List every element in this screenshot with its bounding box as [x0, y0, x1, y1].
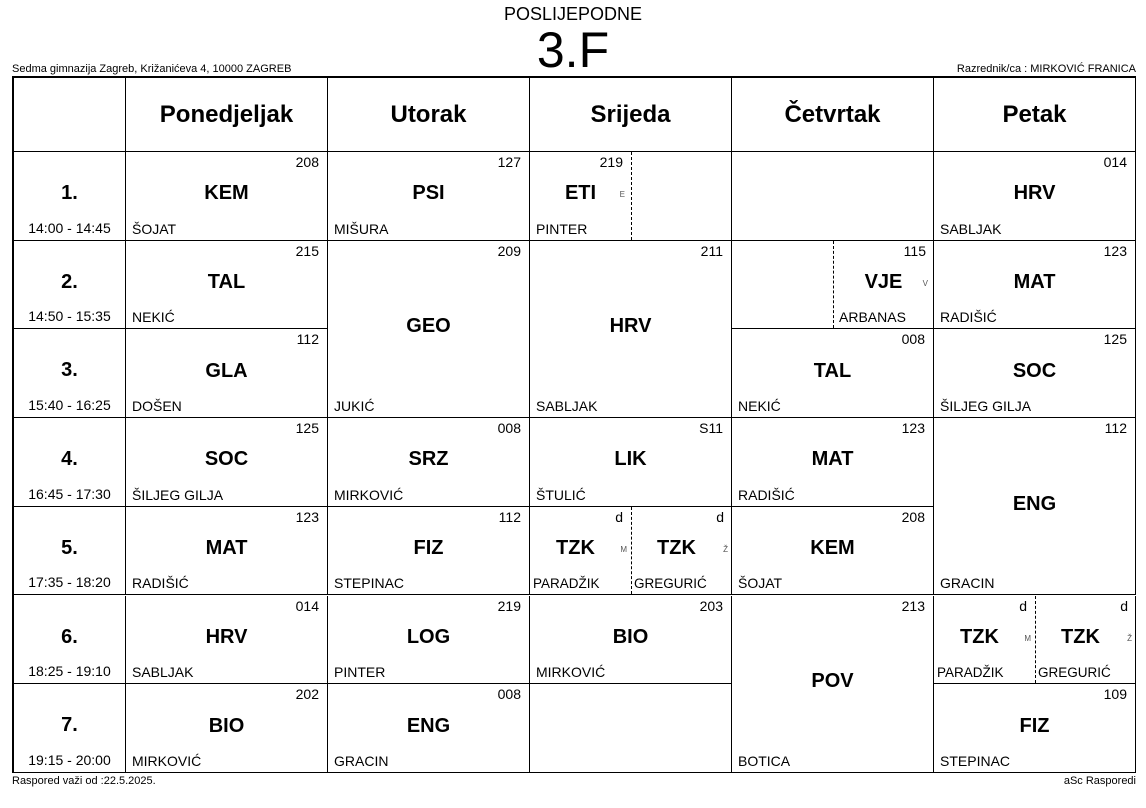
- subject-code: ENG: [1012, 492, 1057, 515]
- room-number: 208: [295, 154, 319, 170]
- period-cell: [14, 329, 126, 418]
- room-number: 112: [1104, 420, 1127, 437]
- teacher-name: MIRKOVIĆ: [132, 752, 202, 769]
- period-number: 6.: [61, 625, 78, 648]
- teacher-name: MIRKOVIĆ: [334, 486, 404, 503]
- split-divider: [631, 507, 632, 595]
- period-number: 2.: [61, 270, 78, 293]
- teacher-name: SABLJAK: [940, 220, 1002, 237]
- room-number: 008: [497, 686, 521, 703]
- lesson-cell: [126, 329, 328, 418]
- lesson-half: [530, 507, 631, 595]
- period-cell: [14, 596, 126, 685]
- lesson-cell: [732, 507, 934, 596]
- lesson-cell: [934, 418, 1136, 595]
- period-cell: [14, 507, 126, 596]
- subject-code: TAL: [207, 271, 246, 294]
- teacher-name: ŠOJAT: [738, 575, 783, 592]
- teacher-name: GREGURIĆ: [1038, 665, 1111, 681]
- period-cell: [14, 152, 126, 241]
- subject-code: LOG: [406, 625, 451, 648]
- day-header: Utorak: [328, 78, 530, 152]
- subject-code: FIZ: [1019, 714, 1050, 737]
- lesson-cell: [126, 418, 328, 507]
- room-number: 014: [295, 597, 319, 614]
- valid-from: Raspored važi od :22.5.2025.: [12, 775, 156, 787]
- class-teacher: Razrednik/ca : MIRKOVIĆ FRANICA: [956, 63, 1136, 75]
- lesson-cell: [328, 241, 530, 418]
- subject-code: MAT: [205, 537, 248, 560]
- subject-code: PSI: [412, 182, 445, 205]
- lesson-half: [530, 152, 631, 240]
- room-number: S11: [699, 420, 723, 437]
- lesson-cell: [126, 684, 328, 773]
- subject-code: HRV: [609, 315, 652, 338]
- room-number: 203: [699, 597, 723, 614]
- lesson-cell: [328, 507, 530, 596]
- teacher-name: BOTICA: [738, 752, 791, 769]
- room-number: 109: [1103, 686, 1127, 703]
- lesson-cell: [732, 241, 934, 330]
- period-number: 3.: [61, 359, 78, 382]
- lesson-cell: [934, 684, 1136, 773]
- lesson-cell: [328, 596, 530, 685]
- teacher-name: GREGURIĆ: [634, 576, 707, 592]
- group-marker: Ž: [1127, 633, 1132, 643]
- subject-code: TZK: [556, 537, 595, 560]
- period-number: 5.: [61, 536, 78, 559]
- group-marker: V: [922, 279, 928, 289]
- room-number: 115: [903, 242, 926, 259]
- teacher-name: DOŠEN: [132, 398, 182, 415]
- class-title: 3.F: [536, 22, 610, 78]
- period-time: 19:15 - 20:00: [28, 751, 111, 768]
- split-divider: [631, 152, 632, 240]
- corner-cell: [14, 78, 126, 152]
- period-time: 14:00 - 14:45: [28, 219, 111, 236]
- day-header: Četvrtak: [732, 78, 934, 152]
- teacher-name: SABLJAK: [536, 398, 598, 415]
- empty-slot: [732, 152, 934, 241]
- teacher-name: NEKIĆ: [738, 398, 781, 415]
- subject-code: ENG: [406, 714, 451, 737]
- lesson-cell: [934, 152, 1136, 241]
- room-number: d: [716, 508, 724, 525]
- teacher-name: STEPINAC: [940, 752, 1011, 769]
- room-number: 219: [599, 154, 623, 170]
- lesson-cell: [934, 329, 1136, 418]
- teacher-name: GRACIN: [940, 575, 995, 592]
- teacher-name: RADIŠIĆ: [738, 486, 795, 503]
- teacher-name: MIRKOVIĆ: [536, 664, 606, 681]
- subject-code: KEM: [204, 182, 249, 205]
- subject-code: GEO: [406, 315, 451, 338]
- period-time: 15:40 - 16:25: [28, 397, 111, 414]
- lesson-cell: [328, 152, 530, 241]
- room-number: 209: [497, 242, 521, 259]
- room-number: 127: [497, 154, 521, 170]
- lesson-cell: [530, 241, 732, 418]
- teacher-name: RADIŠIĆ: [940, 309, 997, 326]
- subject-code: TAL: [813, 359, 852, 382]
- subject-code: MAT: [811, 448, 854, 471]
- subject-code: LIK: [614, 448, 647, 471]
- period-time: 16:45 - 17:30: [28, 485, 111, 502]
- period-time: 17:35 - 18:20: [28, 574, 111, 591]
- teacher-name: MIŠURA: [334, 220, 389, 237]
- subject-code: FIZ: [413, 537, 444, 560]
- room-number: 014: [1103, 154, 1127, 170]
- subject-code: GLA: [205, 359, 248, 382]
- subject-code: KEM: [810, 537, 855, 560]
- software-credit: aSc Rasporedi: [1063, 775, 1136, 787]
- room-number: 125: [295, 420, 319, 437]
- lesson-cell: [126, 596, 328, 685]
- period-cell: [14, 418, 126, 507]
- day-header: Ponedjeljak: [126, 78, 328, 152]
- teacher-name: PARADŽIK: [937, 665, 1004, 681]
- room-number: 211: [700, 242, 723, 259]
- period-number: 4.: [61, 448, 78, 471]
- room-number: 202: [295, 686, 319, 703]
- subject-code: POV: [811, 670, 854, 693]
- teacher-name: PINTER: [536, 220, 588, 237]
- split-divider: [833, 241, 834, 329]
- empty-slot: [530, 684, 732, 773]
- lesson-cell: [328, 684, 530, 773]
- lesson-cell: [530, 418, 732, 507]
- group-marker: Ž: [723, 545, 728, 555]
- lesson-cell: [328, 418, 530, 507]
- lesson-cell: [126, 507, 328, 596]
- teacher-name: PINTER: [334, 664, 386, 681]
- teacher-name: ŠOJAT: [132, 220, 177, 237]
- room-number: 123: [901, 420, 925, 437]
- teacher-name: RADIŠIĆ: [132, 575, 189, 592]
- subject-code: VJE: [864, 271, 903, 294]
- subject-code: SOC: [1012, 359, 1057, 382]
- lesson-cell: [530, 596, 732, 685]
- subject-code: BIO: [612, 625, 649, 648]
- lesson-cell: [530, 152, 732, 241]
- teacher-name: ŠILJEG GILJA: [132, 486, 224, 503]
- teacher-name: JUKIĆ: [334, 398, 375, 415]
- teacher-name: NEKIĆ: [132, 309, 175, 326]
- lesson-cell: [126, 241, 328, 330]
- subject-code: BIO: [208, 714, 245, 737]
- shift-label: POSLIJEPODNE: [503, 4, 643, 24]
- teacher-name: SABLJAK: [132, 664, 194, 681]
- lesson-half: [934, 596, 1035, 684]
- period-time: 14:50 - 15:35: [28, 308, 111, 325]
- room-number: 215: [295, 242, 319, 259]
- lesson-half: [833, 241, 934, 329]
- lesson-cell: [732, 329, 934, 418]
- subject-code: TZK: [1061, 625, 1100, 648]
- lesson-half: [1035, 596, 1136, 684]
- room-number: 219: [497, 597, 521, 614]
- room-number: d: [1120, 597, 1128, 614]
- teacher-name: PARADŽIK: [533, 576, 600, 592]
- lesson-cell: [934, 596, 1136, 685]
- subject-code: HRV: [1013, 182, 1056, 205]
- lesson-cell: [732, 418, 934, 507]
- room-number: 123: [295, 508, 319, 525]
- teacher-name: GRACIN: [334, 752, 389, 769]
- room-number: 112: [498, 508, 521, 525]
- lesson-cell: [126, 152, 328, 241]
- room-number: 213: [901, 597, 925, 614]
- room-number: d: [1019, 597, 1027, 614]
- subject-code: TZK: [960, 625, 999, 648]
- split-divider: [1035, 596, 1036, 684]
- room-number: 208: [901, 508, 925, 525]
- subject-code: ETI: [564, 182, 597, 205]
- room-number: 123: [1103, 242, 1127, 259]
- lesson-cell: [934, 241, 1136, 330]
- subject-code: SRZ: [408, 448, 449, 471]
- subject-code: MAT: [1013, 271, 1056, 294]
- period-number: 7.: [61, 714, 78, 737]
- lesson-cell: [530, 507, 732, 596]
- period-cell: [14, 241, 126, 330]
- room-number: 008: [497, 420, 521, 437]
- day-header: Srijeda: [530, 78, 732, 152]
- subject-code: SOC: [204, 448, 249, 471]
- subject-code: TZK: [657, 537, 696, 560]
- room-number: 125: [1103, 331, 1127, 348]
- teacher-name: ŠILJEG GILJA: [940, 398, 1032, 415]
- lesson-cell: [732, 596, 934, 773]
- room-number: d: [615, 508, 623, 525]
- group-marker: M: [620, 545, 627, 555]
- period-time: 18:25 - 19:10: [28, 663, 111, 680]
- day-header: Petak: [934, 78, 1136, 152]
- lesson-half: [631, 507, 732, 595]
- period-cell: [14, 684, 126, 773]
- teacher-name: ARBANAS: [839, 309, 906, 326]
- teacher-name: ŠTULIĆ: [536, 486, 586, 503]
- group-marker: E: [619, 190, 625, 200]
- period-number: 1.: [61, 182, 78, 204]
- teacher-name: STEPINAC: [334, 575, 405, 592]
- group-marker: M: [1024, 633, 1031, 643]
- room-number: 112: [296, 331, 319, 348]
- school-address: Sedma gimnazija Zagreb, Križanićeva 4, 10000 ZAGREB: [12, 63, 292, 75]
- timetable-grid: [12, 76, 1136, 773]
- subject-code: HRV: [205, 625, 248, 648]
- room-number: 008: [901, 331, 925, 348]
